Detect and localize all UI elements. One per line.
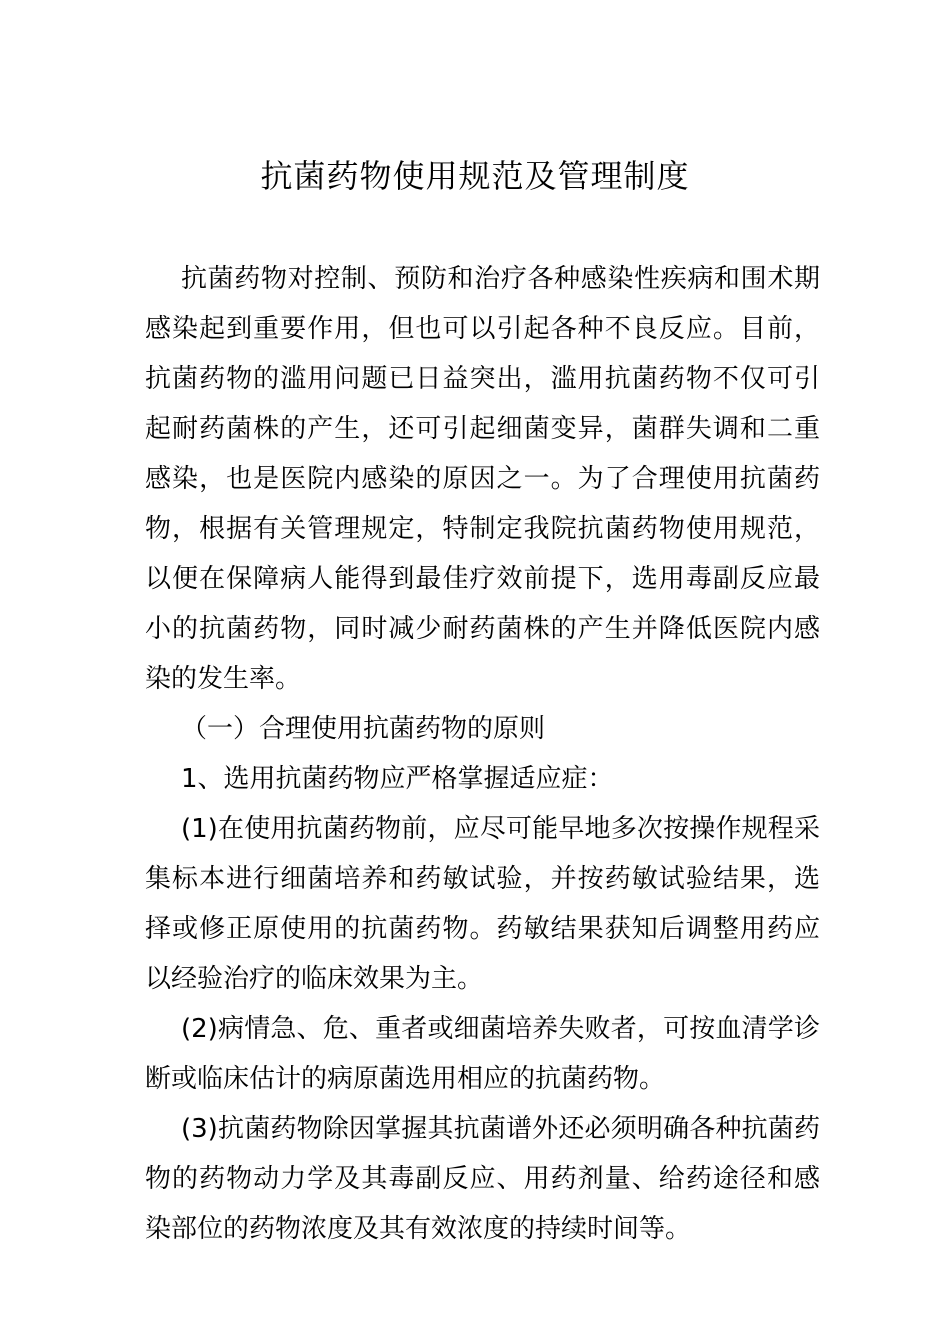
list-item: (3)抗菌药物除因掌握其抗菌谱外还必须明确各种抗菌药物的药物动力学及其毒副反应、用药剂量、给药途径和感染部位的药物浓度及其有效浓度的持续时间等。 <box>145 1114 820 1244</box>
section-heading: （一）合理使用抗菌药物的原则 <box>181 714 546 744</box>
document-body <box>145 254 820 1254</box>
list-item: (2)病情急、危、重者或细菌培养失败者，可按血清学诊断或临床估计的病原菌选用相应的抗菌药物。 <box>145 1014 820 1094</box>
list-item: (1)在使用抗菌药物前，应尽可能早地多次按操作规程采集标本进行细菌培养和药敏试验，并按药敏试验结果，选择或修正原使用的抗菌药物。药敏结果获知后调整用药应以经验治疗的临床效果为主。 <box>145 814 820 994</box>
document-title: 抗菌药物使用规范及管理制度 <box>260 157 690 195</box>
subsection-heading: 1、选用抗菌药物应严格掌握适应症： <box>181 764 614 794</box>
intro-paragraph: 抗菌药物对控制、预防和治疗各种感染性疾病和围术期感染起到重要作用，但也可以引起各种不良反应。目前，抗菌药物的滥用问题已日益突出，滥用抗菌药物不仅可引起耐药菌株的产生，还可引起细菌变异，菌群失调和二重感染，也是医院内感染的原因之一。为了合理使用抗菌药物，根据有关管理规定，特制定我院抗菌药物使用规范，以便在保障病人能得到最佳疗效前提下，选用毒副反应最小的抗菌药物，同时减少耐药菌株的产生并降低医院内感染的发生率。 <box>145 264 820 694</box>
